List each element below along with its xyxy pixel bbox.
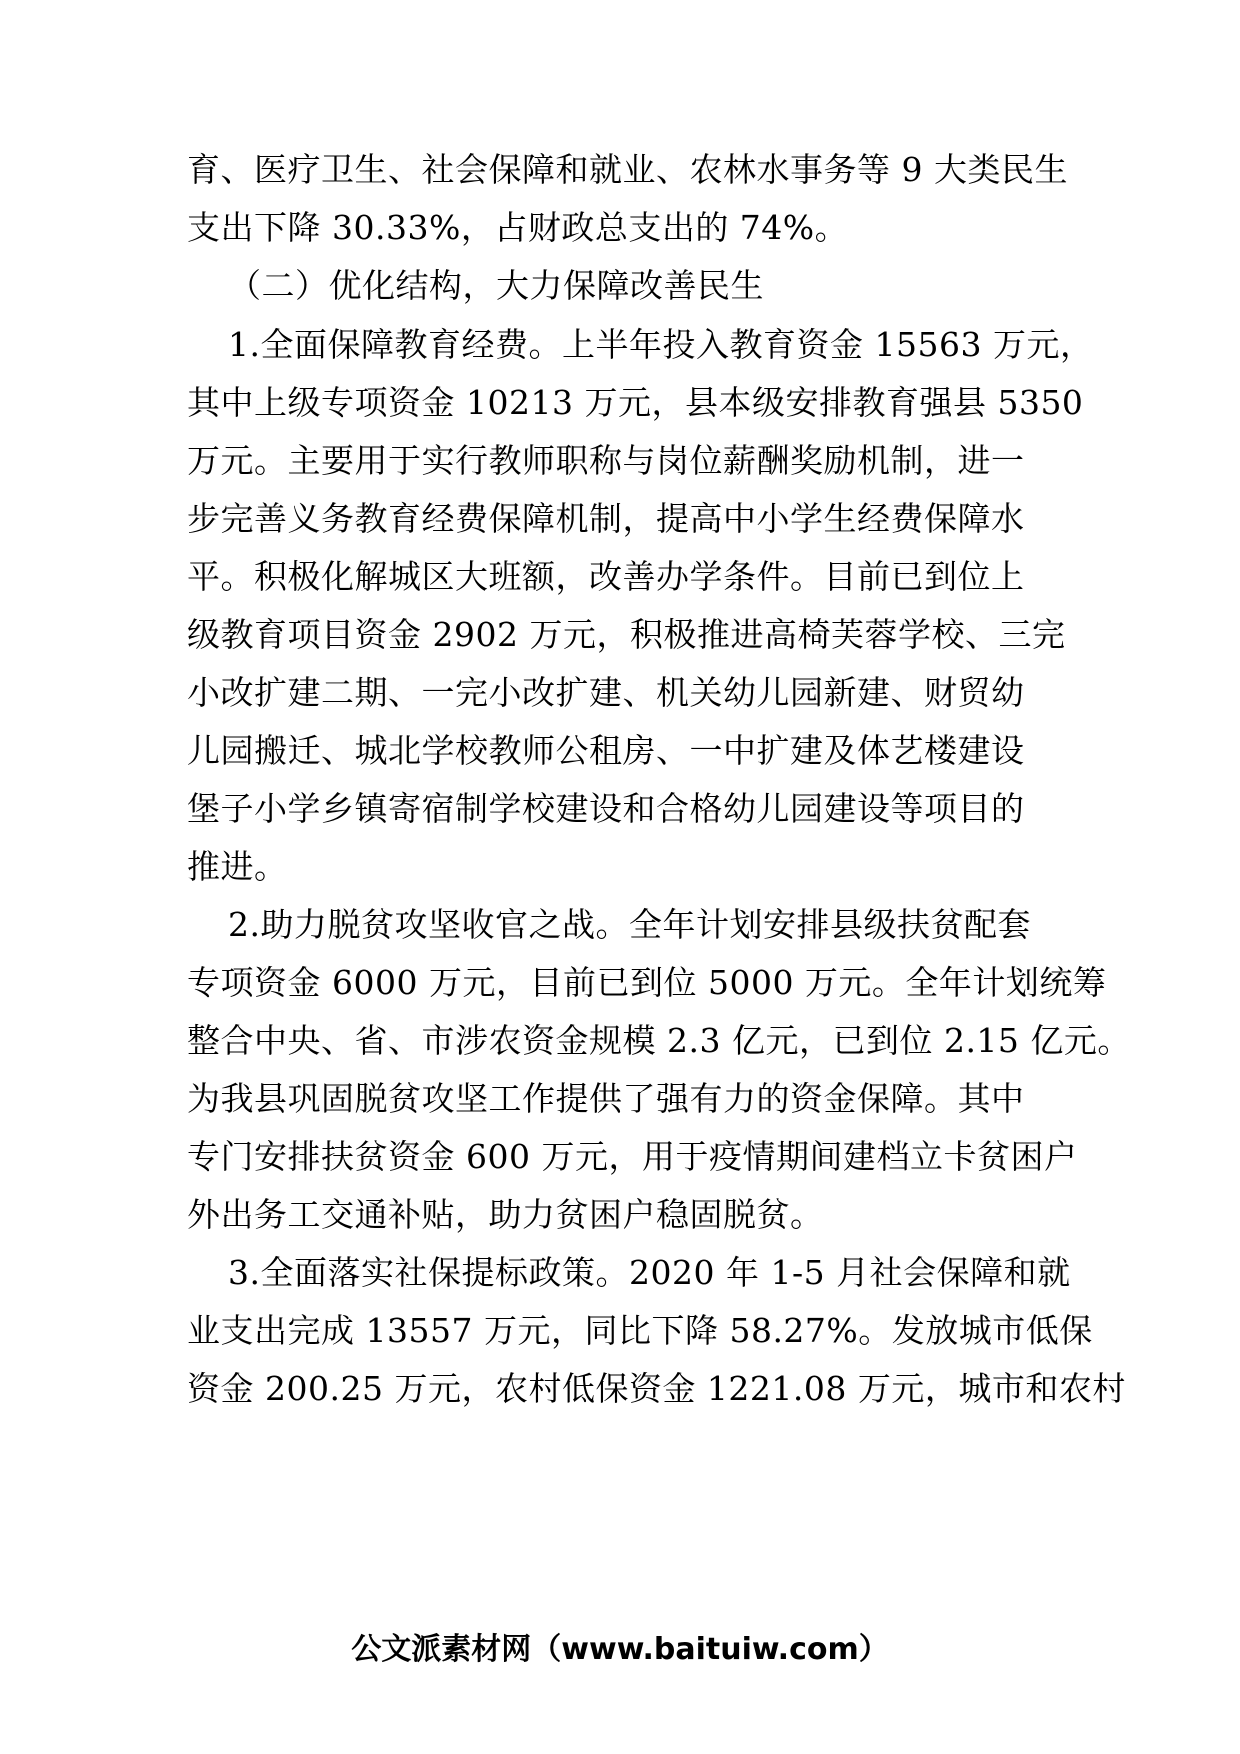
body-line: 专项资金 6000 万元，目前已到位 5000 万元。全年计划统筹 (187, 963, 1107, 1002)
body-line: 专门安排扶贫资金 600 万元，用于疫情期间建档立卡贫困户 (187, 1137, 1078, 1176)
body-line: 资金 200.25 万元，农村低保资金 1221.08 万元，城市和农村 (187, 1369, 1126, 1408)
body-line: 平。积极化解城区大班额，改善办学条件。目前已到位上 (187, 557, 1025, 596)
body-line: 1.全面保障教育经费。上半年投入教育资金 15563 万元， (228, 325, 1094, 364)
body-line: 堡子小学乡镇寄宿制学校建设和合格幼儿园建设等项目的 (187, 789, 1025, 828)
footer-watermark: 公文派素材网（www.baituiw.com） (351, 1632, 889, 1667)
body-line: 级教育项目资金 2902 万元，积极推进高椅芙蓉学校、三完 (187, 615, 1066, 654)
body-line: 业支出完成 13557 万元，同比下降 58.27%。发放城市低保 (187, 1311, 1093, 1350)
body-line: 儿园搬迁、城北学校教师公租房、一中扩建及体艺楼建设 (187, 731, 1025, 770)
body-line: 外出务工交通补贴，助力贫困户稳固脱贫。 (187, 1195, 824, 1234)
section-heading: （二）优化结构，大力保障改善民生 (228, 266, 764, 305)
body-line: 推进。 (187, 847, 288, 886)
body-line: 其中上级专项资金 10213 万元，县本级安排教育强县 5350 (187, 383, 1084, 422)
body-line: 支出下降 30.33%，占财政总支出的 74%。 (187, 208, 849, 247)
body-line: 3.全面落实社保提标政策。2020 年 1-5 月社会保障和就 (228, 1253, 1071, 1292)
body-line: 整合中央、省、市涉农资金规模 2.3 亿元，已到位 2.15 亿元。 (187, 1021, 1131, 1060)
body-line: 步完善义务教育经费保障机制，提高中小学生经费保障水 (187, 499, 1025, 538)
body-line: 小改扩建二期、一完小改扩建、机关幼儿园新建、财贸幼 (187, 673, 1025, 712)
body-line: 为我县巩固脱贫攻坚工作提供了强有力的资金保障。其中 (187, 1079, 1025, 1118)
body-line: 育、医疗卫生、社会保障和就业、农林水事务等 9 大类民生 (187, 150, 1068, 189)
body-line: 2.助力脱贫攻坚收官之战。全年计划安排县级扶贫配套 (228, 905, 1031, 944)
body-line: 万元。主要用于实行教师职称与岗位薪酬奖励机制，进一 (187, 441, 1025, 480)
